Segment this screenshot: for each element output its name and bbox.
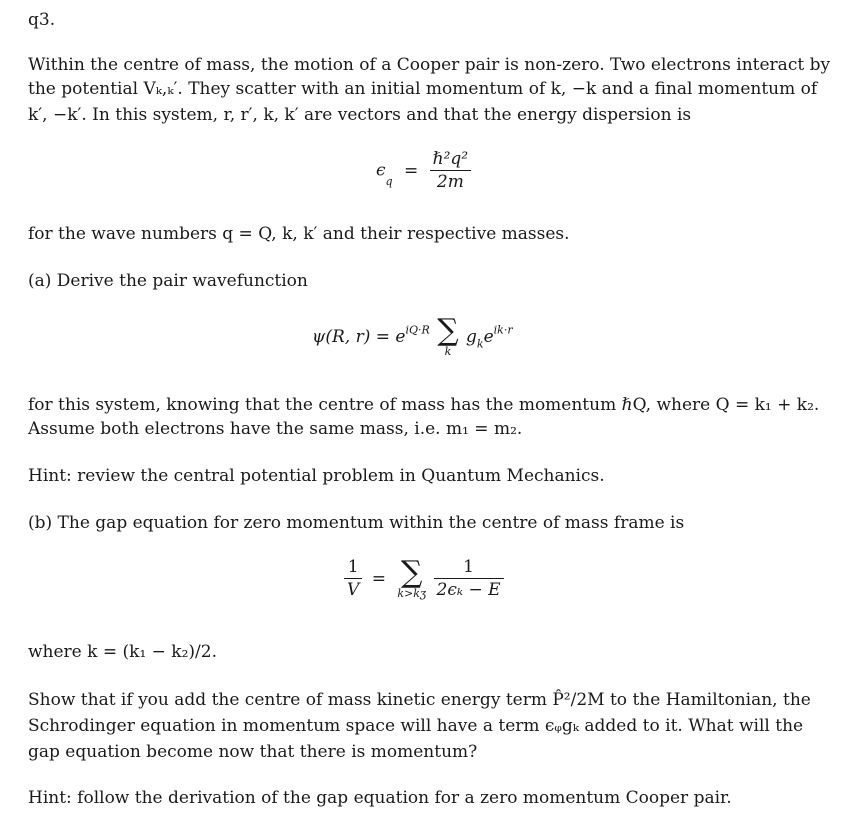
intro-line-3: k′, −k′. In this system, r, r′, k, k′ are vectors and that the energy dispersion is bbox=[28, 105, 692, 125]
intro-line-1: Within the centre of mass, the motion of a Cooper pair is non-zero. Two electrons interact by bbox=[28, 55, 831, 75]
part-a-label: (a) Derive the pair wavefunction bbox=[28, 271, 308, 291]
part-a-hint: Hint: review the central potential problem in Quantum Mechanics. bbox=[28, 466, 605, 486]
part-b-line-3: gap equation become now that there is momentum? bbox=[28, 742, 478, 762]
part-b-line-2: Schrodinger equation in momentum space will have a term ϵᵩgₖ added to it. What will the bbox=[28, 716, 804, 736]
part-b-where: where k = (k₁ − k₂)/2. bbox=[28, 642, 218, 662]
part-b-hint: Hint: follow the derivation of the gap equation for a zero momentum Cooper pair. bbox=[28, 788, 732, 808]
equation-gap: $\frac{1}{V}$ = ∑ k>kʒ $\frac{1}{\text{2ϵₖ − E}}$ bbox=[344, 556, 504, 601]
question-label: q3. bbox=[28, 10, 56, 30]
equation-pair-wavefunction: ψ(R, $r) = e^{iQ\cdot R}$ ∑ k $g_ke^{ik\cdot r}$ bbox=[312, 313, 513, 358]
part-b-line-1: Show that if you add the centre of mass kinetic energy term P̂²/2M to the Hamiltonian, the bbox=[28, 690, 811, 710]
equation-dispersion: $\epsilon_q$ = $\frac{\text{ℏ²q²}}{2m}$ bbox=[376, 148, 471, 193]
part-a-line-2: Assume both electrons have the same mass, i.e. m₁ = m₂. bbox=[28, 419, 523, 439]
part-b-label: (b) The gap equation for zero momentum within the centre of mass frame is bbox=[28, 513, 685, 533]
part-a-line-1: for this system, knowing that the centre of mass has the momentum ℏQ, where Q = k₁ + k₂. bbox=[28, 395, 820, 415]
intro-line-2: the potential Vₖ,ₖ′. They scatter with an initial momentum of k, −k and a final momentum of bbox=[28, 79, 818, 99]
after-dispersion-text: for the wave numbers q = Q, k, k′ and their respective masses. bbox=[28, 224, 570, 244]
